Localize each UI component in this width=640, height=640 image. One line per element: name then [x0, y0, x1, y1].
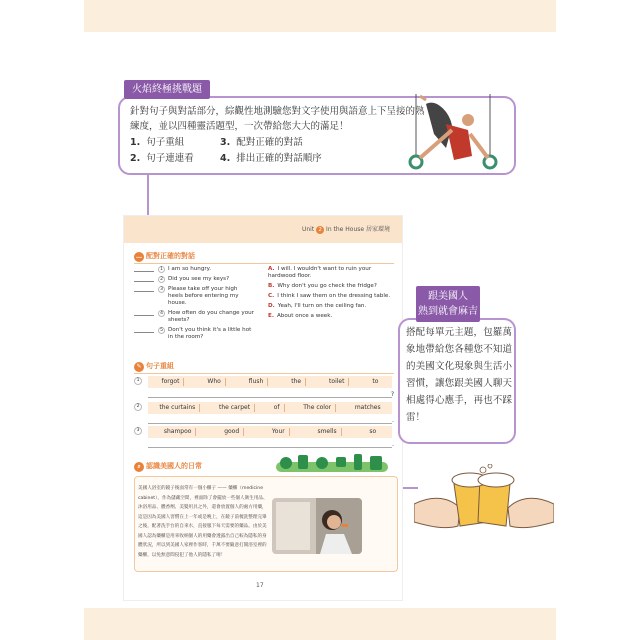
top-callout-description: 針對句子與對話部分，綜觀性地測驗您對文字使用與語意上下呈接的熟練度，並以四種靈活題型，一次帶給您大大的滿足！ [130, 106, 425, 132]
right-callout-description: 搭配每單元主題，包羅萬象地帶給您各種您不知道的美國文化現象與生活小習慣，讓您跟美國人聊天相處得心應手，再也不踩雷！ [406, 327, 512, 423]
list-item: B. Why don't you go check the fridge? [268, 283, 377, 289]
answer-line[interactable] [148, 397, 392, 398]
answer-blank[interactable] [134, 327, 154, 333]
search-icon: ⌕ [134, 462, 144, 472]
answer-blank[interactable] [134, 276, 154, 282]
reorder-row: 3 shampoo good Your smells so [134, 426, 392, 438]
sentence-end-mark: ? [390, 391, 394, 398]
top-callout-list [130, 136, 390, 165]
page-number: 17 [256, 582, 264, 589]
list-item: 3 Please take off your high heels before entering my house. [134, 286, 254, 307]
section-heading-match: … 配對正確的對話 [134, 250, 195, 262]
list-item: A. I will. I wouldn't want to ruin your hardwood floor. [268, 266, 372, 279]
sentence-end-mark: . [392, 417, 394, 424]
reorder-row: 2 the curtains the carpet of The color matches [134, 402, 392, 414]
list-item: C. I think I saw them on the dressing table. [268, 293, 391, 299]
household-icons [276, 452, 396, 474]
right-callout-tag: 跟美國人 熟到就會麻吉 [416, 286, 480, 322]
answer-blank[interactable] [134, 310, 154, 316]
top-band [84, 0, 556, 32]
page-header [124, 216, 402, 243]
unit-label: Unit 2 In the House 居家環境 [301, 226, 390, 233]
gymnast-illustration [406, 94, 498, 180]
pencil-icon: ✎ [134, 362, 144, 372]
list-item: 5 Don't you think it's a little hot in the room? [134, 327, 254, 341]
list-item: 4 How often do you change your sheets? [134, 310, 254, 324]
reorder-row: 1 forgot Who flush the toilet to [134, 376, 392, 388]
question-list [134, 266, 254, 344]
bottom-band [84, 608, 556, 640]
answer-line[interactable] [148, 447, 392, 448]
section-heading-reorder: ✎ 句子重組 [134, 360, 174, 372]
list-item: 1. 句子重組 [130, 137, 185, 148]
list-item: 1 I am so hungry. [134, 266, 254, 273]
answer-blank[interactable] [134, 266, 154, 272]
list-item: 2. 句子連連看 [130, 153, 194, 164]
answer-list [268, 266, 392, 323]
beer-toast-illustration [414, 464, 554, 538]
list-item: 2 Did you see my keys? [134, 276, 254, 283]
list-item: D. Yeah, I'll turn on the ceiling fan. [268, 303, 367, 309]
list-item: 3. 配對正確的對話 [220, 137, 303, 148]
answer-blank[interactable] [134, 286, 154, 292]
list-item: 4. 排出正確的對話順序 [220, 153, 322, 164]
answer-line[interactable] [148, 423, 392, 424]
top-callout-tag: 火焰終極挑戰題 [124, 80, 210, 99]
culture-paragraph: 美國人浴室的鏡子後面常有一個小櫃子 —— 藥櫃（medicine cabinet），作為儲藏空間，裡面除了會擺放一些個人衛生用品、沐浴用品、體香劑、美髮用具之外，還會放置個人的處方用藥，這是因為美國人習慣在上一年或是晚上，在鏡子前梳洗整理完畢之後，配著洗手台的自來水，直接服下每天需要的藥品。由於美國人認為藥櫃是用來收納個人的用藥會透露出自己較為隱私的身體狀況，所以到美國人家裡作客時，千萬不要隨意打開浴室裡的藥櫃，以免無意間侵犯了他人的隱私了唷！ [138, 486, 268, 558]
speech-bubble-icon: … [136, 253, 142, 260]
book-page [124, 216, 402, 600]
culture-photo [272, 498, 362, 554]
list-item: E. About once a week. [268, 313, 333, 319]
sentence-end-mark: . [392, 441, 394, 448]
section-heading-culture: ⌕ 認識美國人的日常 [134, 460, 284, 472]
